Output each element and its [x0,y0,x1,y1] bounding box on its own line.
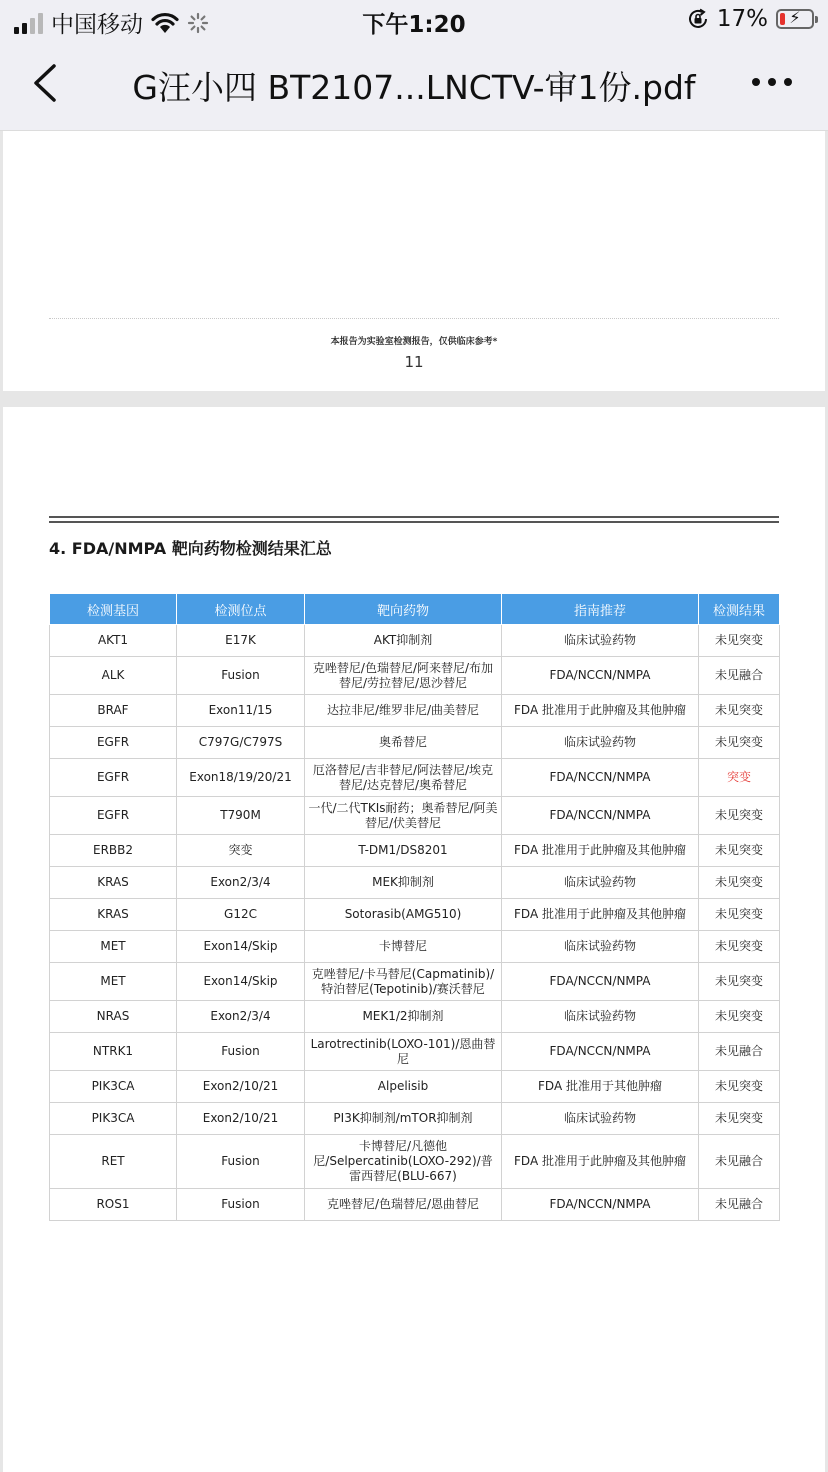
cell-site: Exon2/10/21 [177,1071,305,1103]
cell-guideline: FDA/NCCN/NMPA [502,657,699,695]
cell-guideline: FDA 批准用于此肿瘤及其他肿瘤 [502,1135,699,1189]
cell-gene: NTRK1 [50,1033,177,1071]
cell-guideline: FDA/NCCN/NMPA [502,759,699,797]
cell-drug: PI3K抑制剂/mTOR抑制剂 [305,1103,502,1135]
cell-gene: ALK [50,657,177,695]
cell-site: Exon2/3/4 [177,1001,305,1033]
cell-result: 未见突变 [699,899,780,931]
cell-drug: 厄洛替尼/吉非替尼/阿法替尼/埃克替尼/达克替尼/奥希替尼 [305,759,502,797]
navigation-bar [0,42,828,130]
battery-icon [776,9,814,29]
cell-drug: AKT抑制剂 [305,625,502,657]
header-drug: 靶向药物 [305,594,502,625]
cell-gene: EGFR [50,759,177,797]
cell-result: 未见突变 [699,1071,780,1103]
cell-result: 未见突变 [699,695,780,727]
footer-divider [49,318,779,319]
header-result: 检测结果 [699,594,780,625]
cell-guideline: FDA/NCCN/NMPA [502,1033,699,1071]
table-row [50,1033,780,1071]
table-row [50,759,780,797]
cell-drug: 克唑替尼/色瑞替尼/恩曲替尼 [305,1189,502,1221]
cell-guideline: FDA 批准用于其他肿瘤 [502,1071,699,1103]
cell-site: Exon18/19/20/21 [177,759,305,797]
cell-gene: KRAS [50,899,177,931]
cell-drug: Sotorasib(AMG510) [305,899,502,931]
cell-guideline: 临床试验药物 [502,1103,699,1135]
cell-site: Exon11/15 [177,695,305,727]
cell-gene: EGFR [50,727,177,759]
status-time: 下午1:20 [362,12,466,38]
table-row [50,1135,780,1189]
table-row [50,867,780,899]
cell-gene: MET [50,963,177,1001]
cell-result: 未见突变 [699,835,780,867]
table-row [50,835,780,867]
cell-site: C797G/C797S [177,727,305,759]
table-row [50,625,780,657]
cell-guideline: 临床试验药物 [502,867,699,899]
table-row [50,1071,780,1103]
table-header-row [50,594,780,625]
cell-gene: ROS1 [50,1189,177,1221]
pdf-viewer[interactable] [0,131,828,1472]
cell-guideline: FDA/NCCN/NMPA [502,963,699,1001]
cell-result: 未见融合 [699,657,780,695]
cell-site: T790M [177,797,305,835]
cell-site: E17K [177,625,305,657]
cell-site: Fusion [177,1189,305,1221]
cell-result: 未见突变 [699,867,780,899]
cell-guideline: FDA 批准用于此肿瘤及其他肿瘤 [502,695,699,727]
header-site: 检测位点 [177,594,305,625]
cell-result: 未见融合 [699,1135,780,1189]
page-number: 11 [404,353,424,371]
cell-result: 未见突变 [699,1001,780,1033]
table-row [50,931,780,963]
rotation-lock-icon [687,8,709,30]
cell-guideline: FDA/NCCN/NMPA [502,797,699,835]
table-row [50,695,780,727]
cell-site: Exon14/Skip [177,931,305,963]
carrier-name: 中国移动 [51,12,143,38]
cell-result: 未见融合 [699,1033,780,1071]
cell-guideline: FDA/NCCN/NMPA [502,1189,699,1221]
table-row [50,1103,780,1135]
more-options-button[interactable] [750,70,794,94]
cell-site: G12C [177,899,305,931]
table-row [50,1001,780,1033]
cell-guideline: 临床试验药物 [502,1001,699,1033]
cell-gene: NRAS [50,1001,177,1033]
cell-gene: BRAF [50,695,177,727]
cell-gene: ERBB2 [50,835,177,867]
cell-drug: 一代/二代TKIs耐药；奥希替尼/阿美替尼/伏美替尼 [305,797,502,835]
table-row [50,657,780,695]
cell-drug: 卡博替尼 [305,931,502,963]
document-title: G汪小四 BT2107...LNCTV-审1份.pdf [132,68,696,107]
table-row [50,1189,780,1221]
cell-result: 未见融合 [699,1189,780,1221]
cell-guideline: FDA 批准用于此肿瘤及其他肿瘤 [502,835,699,867]
cell-drug: MEK1/2抑制剂 [305,1001,502,1033]
table-row [50,727,780,759]
cell-guideline: 临床试验药物 [502,931,699,963]
cell-result: 未见突变 [699,1103,780,1135]
cell-gene: EGFR [50,797,177,835]
app-header [0,0,828,131]
report-footer-note: 本报告为实验室检测报告，仅供临床参考* [330,337,498,347]
section-divider [49,516,779,523]
cell-result: 未见突变 [699,931,780,963]
cell-gene: KRAS [50,867,177,899]
charging-bolt-icon: ⚡ [789,8,801,27]
cell-site: Fusion [177,1135,305,1189]
cell-drug: 达拉非尼/维罗非尼/曲美替尼 [305,695,502,727]
table-body [50,625,780,1221]
cell-drug: 卡博替尼/凡德他尼/Selpercatinib(LOXO-292)/普雷西替尼(BLU-667) [305,1135,502,1189]
battery-percent: 17% [716,6,768,32]
cell-result: 未见突变 [699,963,780,1001]
table-row [50,899,780,931]
cell-guideline: 临床试验药物 [502,625,699,657]
cell-drug: 奥希替尼 [305,727,502,759]
cell-gene: PIK3CA [50,1071,177,1103]
cell-result: 未见突变 [699,625,780,657]
cell-guideline: 临床试验药物 [502,727,699,759]
cell-gene: MET [50,931,177,963]
cell-drug: 克唑替尼/卡马替尼(Capmatinib)/特泊替尼(Tepotinib)/赛沃替尼 [305,963,502,1001]
pdf-page-11 [3,131,825,391]
cell-result: 未见突变 [699,727,780,759]
cell-drug: Larotrectinib(LOXO-101)/恩曲替尼 [305,1033,502,1071]
pdf-page-12 [3,407,825,1472]
back-button[interactable] [26,60,66,106]
cell-drug: T-DM1/DS8201 [305,835,502,867]
header-gene: 检测基因 [50,594,177,625]
cell-drug: MEK抑制剂 [305,867,502,899]
cell-site: Exon14/Skip [177,963,305,1001]
header-guideline: 指南推荐 [502,594,699,625]
cell-result: 未见突变 [699,797,780,835]
drug-results-table [49,593,780,1221]
cell-site: Fusion [177,657,305,695]
cell-site: 突变 [177,835,305,867]
section-title: 4. FDA/NMPA 靶向药物检测结果汇总 [49,539,332,558]
cell-drug: Alpelisib [305,1071,502,1103]
cell-drug: 克唑替尼/色瑞替尼/阿来替尼/布加替尼/劳拉替尼/恩沙替尼 [305,657,502,695]
cell-guideline: FDA 批准用于此肿瘤及其他肿瘤 [502,899,699,931]
cell-gene: AKT1 [50,625,177,657]
cell-gene: PIK3CA [50,1103,177,1135]
table-row [50,963,780,1001]
cell-site: Fusion [177,1033,305,1071]
cell-site: Exon2/3/4 [177,867,305,899]
cell-site: Exon2/10/21 [177,1103,305,1135]
status-bar [0,0,828,42]
table-row [50,797,780,835]
cell-gene: RET [50,1135,177,1189]
status-right [687,6,814,32]
cell-result: 突变 [699,759,780,797]
